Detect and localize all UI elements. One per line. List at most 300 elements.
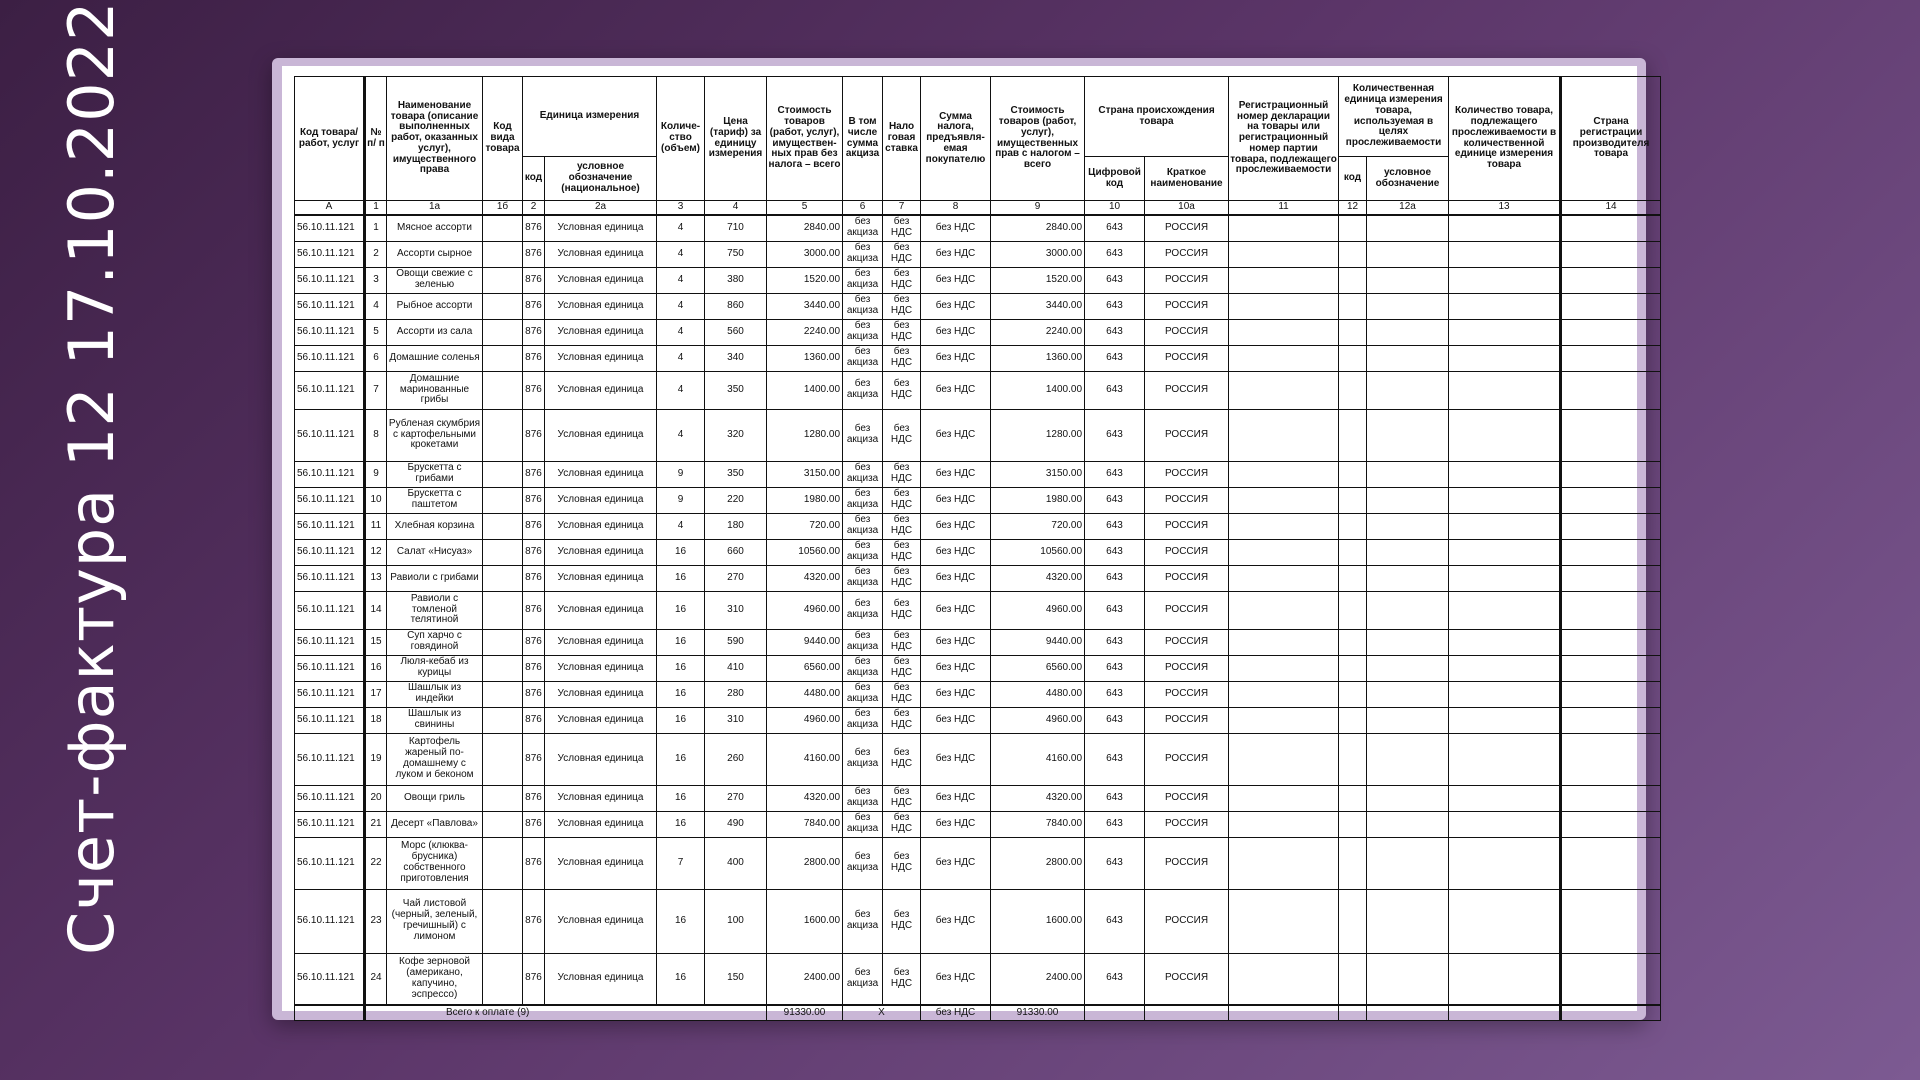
item-number: 1 xyxy=(365,215,387,241)
item-name: Ассорти сырное xyxy=(387,241,483,267)
document-frame xyxy=(272,58,1650,1020)
item-unit-name: Условная единица xyxy=(545,241,657,267)
item-unit-name: Условная единица xyxy=(545,409,657,461)
table-row xyxy=(295,371,1661,409)
item-tax-rate: без НДС xyxy=(883,215,921,241)
item-cost: 1400.00 xyxy=(767,371,843,409)
item-name: Люля-кебаб из курицы xyxy=(387,655,483,681)
item-unit-code: 876 xyxy=(523,707,545,733)
item-total: 2240.00 xyxy=(991,319,1085,345)
item-declaration xyxy=(1229,293,1339,319)
item-code: 56.10.11.121 xyxy=(295,215,365,241)
header-quantity: Количе-ство (объем) xyxy=(657,77,705,201)
item-tax-rate: без НДС xyxy=(883,345,921,371)
item-tax-amount: без НДС xyxy=(921,345,991,371)
table-row xyxy=(295,707,1661,733)
item-number: 19 xyxy=(365,733,387,785)
item-trace-name xyxy=(1367,591,1449,629)
item-excise: без акциза xyxy=(843,681,883,707)
item-trace-code xyxy=(1339,241,1367,267)
item-registration-country xyxy=(1561,539,1661,565)
item-trace-code xyxy=(1339,733,1367,785)
item-unit-code: 876 xyxy=(523,889,545,953)
item-name: Шашлык из свинины xyxy=(387,707,483,733)
item-quantity: 4 xyxy=(657,293,705,319)
table-row xyxy=(295,293,1661,319)
header-product-name: Наименование товара (описание выполненных работ, оказанных услуг), имущественного права xyxy=(387,77,483,201)
item-kind-code xyxy=(483,655,523,681)
item-country-code: 643 xyxy=(1085,811,1145,837)
table-row xyxy=(295,539,1661,565)
item-unit-code: 876 xyxy=(523,241,545,267)
item-trace-name xyxy=(1367,707,1449,733)
item-country-code: 643 xyxy=(1085,681,1145,707)
item-total: 4480.00 xyxy=(991,681,1085,707)
item-tax-amount: без НДС xyxy=(921,681,991,707)
item-country-code: 643 xyxy=(1085,565,1145,591)
item-trace-code xyxy=(1339,655,1367,681)
header-cost-without-tax: Стоимость товаров (работ, услуг), имуществен-ных прав без налога – всего xyxy=(767,77,843,201)
item-total: 2400.00 xyxy=(991,953,1085,1005)
item-tax-amount: без НДС xyxy=(921,785,991,811)
item-trace-name xyxy=(1367,487,1449,513)
item-unit-code: 876 xyxy=(523,487,545,513)
item-price: 560 xyxy=(705,319,767,345)
header-registration-country: Страна регистрации производителя товара xyxy=(1561,77,1661,201)
item-trace-quantity xyxy=(1449,487,1561,513)
item-tax-rate: без НДС xyxy=(883,293,921,319)
item-excise: без акциза xyxy=(843,953,883,1005)
item-cost: 10560.00 xyxy=(767,539,843,565)
item-registration-country xyxy=(1561,371,1661,409)
item-unit-name: Условная единица xyxy=(545,733,657,785)
header-unit: Единица измерения xyxy=(523,77,657,157)
item-number: 21 xyxy=(365,811,387,837)
item-trace-quantity xyxy=(1449,811,1561,837)
item-registration-country xyxy=(1561,215,1661,241)
item-tax-rate: без НДС xyxy=(883,837,921,889)
table-row xyxy=(295,889,1661,953)
table-row xyxy=(295,811,1661,837)
item-excise: без акциза xyxy=(843,655,883,681)
item-number: 10 xyxy=(365,487,387,513)
item-trace-code xyxy=(1339,591,1367,629)
item-code: 56.10.11.121 xyxy=(295,539,365,565)
item-tax-amount: без НДС xyxy=(921,565,991,591)
item-quantity: 9 xyxy=(657,461,705,487)
item-tax-rate: без НДС xyxy=(883,655,921,681)
item-country-name: РОССИЯ xyxy=(1145,461,1229,487)
item-tax-rate: без НДС xyxy=(883,953,921,1005)
item-price: 380 xyxy=(705,267,767,293)
item-unit-code: 876 xyxy=(523,409,545,461)
item-country-code: 643 xyxy=(1085,591,1145,629)
item-excise: без акциза xyxy=(843,539,883,565)
item-cost: 3440.00 xyxy=(767,293,843,319)
item-price: 350 xyxy=(705,461,767,487)
item-code: 56.10.11.121 xyxy=(295,681,365,707)
item-tax-amount: без НДС xyxy=(921,733,991,785)
item-total: 4960.00 xyxy=(991,591,1085,629)
item-kind-code xyxy=(483,733,523,785)
item-tax-rate: без НДС xyxy=(883,319,921,345)
item-country-name: РОССИЯ xyxy=(1145,513,1229,539)
item-country-code: 643 xyxy=(1085,539,1145,565)
item-tax-rate: без НДС xyxy=(883,487,921,513)
item-trace-quantity xyxy=(1449,293,1561,319)
item-kind-code xyxy=(483,565,523,591)
item-trace-quantity xyxy=(1449,461,1561,487)
item-country-name: РОССИЯ xyxy=(1145,409,1229,461)
item-excise: без акциза xyxy=(843,267,883,293)
column-number: 7 xyxy=(883,201,921,216)
item-country-name: РОССИЯ xyxy=(1145,681,1229,707)
item-unit-name: Условная единица xyxy=(545,889,657,953)
table-row xyxy=(295,241,1661,267)
item-trace-name xyxy=(1367,345,1449,371)
item-quantity: 16 xyxy=(657,591,705,629)
item-trace-quantity xyxy=(1449,837,1561,889)
item-code: 56.10.11.121 xyxy=(295,241,365,267)
item-cost: 1600.00 xyxy=(767,889,843,953)
item-number: 7 xyxy=(365,371,387,409)
item-tax-amount: без НДС xyxy=(921,539,991,565)
item-country-code: 643 xyxy=(1085,889,1145,953)
item-registration-country xyxy=(1561,319,1661,345)
item-unit-name: Условная единица xyxy=(545,707,657,733)
table-row xyxy=(295,785,1661,811)
item-tax-rate: без НДС xyxy=(883,461,921,487)
table-row xyxy=(295,319,1661,345)
item-price: 490 xyxy=(705,811,767,837)
item-unit-code: 876 xyxy=(523,837,545,889)
item-registration-country xyxy=(1561,811,1661,837)
item-country-code: 643 xyxy=(1085,513,1145,539)
item-code: 56.10.11.121 xyxy=(295,655,365,681)
table-row xyxy=(295,461,1661,487)
item-unit-code: 876 xyxy=(523,953,545,1005)
item-price: 220 xyxy=(705,487,767,513)
column-number: 2а xyxy=(545,201,657,216)
header-unit-code: код xyxy=(523,157,545,201)
item-total: 4320.00 xyxy=(991,565,1085,591)
total-empty-cell xyxy=(1145,1005,1229,1021)
item-tax-amount: без НДС xyxy=(921,215,991,241)
item-trace-quantity xyxy=(1449,565,1561,591)
item-kind-code xyxy=(483,953,523,1005)
header-unit-name: условное обозначение (национальное) xyxy=(545,157,657,201)
item-kind-code xyxy=(483,241,523,267)
item-kind-code xyxy=(483,371,523,409)
item-quantity: 16 xyxy=(657,785,705,811)
column-number: 5 xyxy=(767,201,843,216)
item-total: 1280.00 xyxy=(991,409,1085,461)
item-country-name: РОССИЯ xyxy=(1145,345,1229,371)
item-kind-code xyxy=(483,345,523,371)
column-number: 13 xyxy=(1449,201,1561,216)
item-trace-code xyxy=(1339,681,1367,707)
item-trace-name xyxy=(1367,889,1449,953)
item-quantity: 4 xyxy=(657,371,705,409)
item-number: 12 xyxy=(365,539,387,565)
item-unit-code: 876 xyxy=(523,539,545,565)
item-name: Ассорти из сала xyxy=(387,319,483,345)
item-cost: 2840.00 xyxy=(767,215,843,241)
item-quantity: 4 xyxy=(657,215,705,241)
header-excise: В том числе сумма акциза xyxy=(843,77,883,201)
item-trace-code xyxy=(1339,293,1367,319)
item-trace-quantity xyxy=(1449,409,1561,461)
item-number: 13 xyxy=(365,565,387,591)
item-tax-amount: без НДС xyxy=(921,461,991,487)
item-trace-quantity xyxy=(1449,539,1561,565)
item-country-code: 643 xyxy=(1085,267,1145,293)
item-trace-code xyxy=(1339,461,1367,487)
item-name: Морс (клюква-брусника) собственного приготовления xyxy=(387,837,483,889)
item-unit-code: 876 xyxy=(523,345,545,371)
item-name: Чай листовой (черный, зеленый, гречишный) с лимоном xyxy=(387,889,483,953)
item-trace-code xyxy=(1339,629,1367,655)
table-row xyxy=(295,953,1661,1005)
column-number: 1б xyxy=(483,201,523,216)
total-label: Всего к оплате (9) xyxy=(365,1005,767,1021)
item-declaration xyxy=(1229,953,1339,1005)
header-country-code: Цифровой код xyxy=(1085,157,1145,201)
item-registration-country xyxy=(1561,461,1661,487)
item-code: 56.10.11.121 xyxy=(295,953,365,1005)
item-excise: без акциза xyxy=(843,293,883,319)
item-country-name: РОССИЯ xyxy=(1145,591,1229,629)
item-trace-code xyxy=(1339,215,1367,241)
item-unit-code: 876 xyxy=(523,461,545,487)
item-country-name: РОССИЯ xyxy=(1145,293,1229,319)
header-product-code: Код товара/ работ, услуг xyxy=(295,77,365,201)
total-empty-cell xyxy=(1085,1005,1145,1021)
item-tax-amount: без НДС xyxy=(921,241,991,267)
item-tax-amount: без НДС xyxy=(921,371,991,409)
item-unit-code: 876 xyxy=(523,681,545,707)
item-cost: 1980.00 xyxy=(767,487,843,513)
item-kind-code xyxy=(483,487,523,513)
item-quantity: 16 xyxy=(657,629,705,655)
item-price: 310 xyxy=(705,591,767,629)
item-number: 18 xyxy=(365,707,387,733)
item-quantity: 4 xyxy=(657,513,705,539)
item-code: 56.10.11.121 xyxy=(295,629,365,655)
item-tax-rate: без НДС xyxy=(883,785,921,811)
item-kind-code xyxy=(483,629,523,655)
item-declaration xyxy=(1229,267,1339,293)
item-tax-amount: без НДС xyxy=(921,629,991,655)
column-number: 1а xyxy=(387,201,483,216)
item-trace-code xyxy=(1339,707,1367,733)
item-unit-code: 876 xyxy=(523,733,545,785)
item-code: 56.10.11.121 xyxy=(295,267,365,293)
item-kind-code xyxy=(483,837,523,889)
item-kind-code xyxy=(483,293,523,319)
item-trace-code xyxy=(1339,267,1367,293)
item-name: Равиоли с грибами xyxy=(387,565,483,591)
column-number: 6 xyxy=(843,201,883,216)
item-quantity: 4 xyxy=(657,319,705,345)
item-registration-country xyxy=(1561,837,1661,889)
header-country-name: Краткое наименование xyxy=(1145,157,1229,201)
item-trace-quantity xyxy=(1449,319,1561,345)
item-country-name: РОССИЯ xyxy=(1145,371,1229,409)
item-price: 180 xyxy=(705,513,767,539)
item-unit-name: Условная единица xyxy=(545,785,657,811)
item-country-name: РОССИЯ xyxy=(1145,733,1229,785)
item-registration-country xyxy=(1561,487,1661,513)
item-registration-country xyxy=(1561,565,1661,591)
total-empty-cell xyxy=(1561,1005,1661,1021)
item-name: Брускетта с паштетом xyxy=(387,487,483,513)
item-cost: 4320.00 xyxy=(767,785,843,811)
item-trace-code xyxy=(1339,811,1367,837)
item-tax-rate: без НДС xyxy=(883,409,921,461)
item-unit-code: 876 xyxy=(523,655,545,681)
total-row xyxy=(295,1005,1661,1021)
column-number: 1 xyxy=(365,201,387,216)
item-trace-quantity xyxy=(1449,241,1561,267)
item-registration-country xyxy=(1561,345,1661,371)
item-number: 2 xyxy=(365,241,387,267)
item-total: 3150.00 xyxy=(991,461,1085,487)
item-name: Домашние маринованные грибы xyxy=(387,371,483,409)
item-unit-code: 876 xyxy=(523,591,545,629)
item-name: Салат «Нисуаз» xyxy=(387,539,483,565)
item-code: 56.10.11.121 xyxy=(295,565,365,591)
item-unit-name: Условная единица xyxy=(545,513,657,539)
item-code: 56.10.11.121 xyxy=(295,889,365,953)
item-total: 3000.00 xyxy=(991,241,1085,267)
item-total: 3440.00 xyxy=(991,293,1085,319)
item-trace-name xyxy=(1367,293,1449,319)
table-row xyxy=(295,591,1661,629)
item-declaration xyxy=(1229,837,1339,889)
item-country-name: РОССИЯ xyxy=(1145,655,1229,681)
item-declaration xyxy=(1229,539,1339,565)
header-tax-amount: Сумма налога, предъявля-емая покупателю xyxy=(921,77,991,201)
table-row xyxy=(295,565,1661,591)
item-declaration xyxy=(1229,591,1339,629)
item-trace-quantity xyxy=(1449,953,1561,1005)
item-country-code: 643 xyxy=(1085,409,1145,461)
item-price: 590 xyxy=(705,629,767,655)
item-declaration xyxy=(1229,785,1339,811)
item-price: 710 xyxy=(705,215,767,241)
item-code: 56.10.11.121 xyxy=(295,785,365,811)
item-registration-country xyxy=(1561,953,1661,1005)
item-unit-name: Условная единица xyxy=(545,565,657,591)
item-trace-name xyxy=(1367,811,1449,837)
item-unit-code: 876 xyxy=(523,565,545,591)
item-excise: без акциза xyxy=(843,837,883,889)
item-code: 56.10.11.121 xyxy=(295,837,365,889)
item-trace-name xyxy=(1367,461,1449,487)
item-tax-rate: без НДС xyxy=(883,733,921,785)
item-cost: 720.00 xyxy=(767,513,843,539)
item-name: Мясное ассорти xyxy=(387,215,483,241)
item-number: 14 xyxy=(365,591,387,629)
item-cost: 4960.00 xyxy=(767,591,843,629)
item-price: 260 xyxy=(705,733,767,785)
table-row xyxy=(295,733,1661,785)
item-excise: без акциза xyxy=(843,591,883,629)
item-tax-rate: без НДС xyxy=(883,513,921,539)
table-row xyxy=(295,513,1661,539)
invoice-table xyxy=(294,76,1661,1021)
item-country-name: РОССИЯ xyxy=(1145,953,1229,1005)
item-total: 720.00 xyxy=(991,513,1085,539)
item-excise: без акциза xyxy=(843,513,883,539)
item-unit-name: Условная единица xyxy=(545,591,657,629)
item-country-name: РОССИЯ xyxy=(1145,889,1229,953)
item-tax-rate: без НДС xyxy=(883,565,921,591)
item-quantity: 16 xyxy=(657,655,705,681)
item-country-name: РОССИЯ xyxy=(1145,539,1229,565)
item-country-code: 643 xyxy=(1085,293,1145,319)
item-trace-name xyxy=(1367,513,1449,539)
item-price: 660 xyxy=(705,539,767,565)
item-total: 4160.00 xyxy=(991,733,1085,785)
table-row xyxy=(295,487,1661,513)
item-declaration xyxy=(1229,345,1339,371)
item-price: 310 xyxy=(705,707,767,733)
item-excise: без акциза xyxy=(843,461,883,487)
total-tax: без НДС xyxy=(921,1005,991,1021)
item-country-code: 643 xyxy=(1085,345,1145,371)
item-country-name: РОССИЯ xyxy=(1145,319,1229,345)
item-trace-code xyxy=(1339,487,1367,513)
invoice-document xyxy=(282,66,1650,1018)
item-registration-country xyxy=(1561,889,1661,953)
item-total: 4960.00 xyxy=(991,707,1085,733)
item-country-name: РОССИЯ xyxy=(1145,629,1229,655)
item-name: Десерт «Павлова» xyxy=(387,811,483,837)
header-trace-quantity: Количество товара, подлежащего прослеживаемости в количественной единице измерения товара xyxy=(1449,77,1561,201)
item-tax-amount: без НДС xyxy=(921,267,991,293)
item-quantity: 16 xyxy=(657,539,705,565)
total-empty-cell xyxy=(1229,1005,1339,1021)
item-excise: без акциза xyxy=(843,345,883,371)
item-excise: без акциза xyxy=(843,487,883,513)
item-tax-amount: без НДС xyxy=(921,409,991,461)
item-number: 5 xyxy=(365,319,387,345)
item-kind-code xyxy=(483,889,523,953)
item-trace-code xyxy=(1339,319,1367,345)
item-code: 56.10.11.121 xyxy=(295,487,365,513)
item-trace-quantity xyxy=(1449,785,1561,811)
item-price: 280 xyxy=(705,681,767,707)
item-number: 6 xyxy=(365,345,387,371)
item-code: 56.10.11.121 xyxy=(295,319,365,345)
item-cost: 4320.00 xyxy=(767,565,843,591)
item-trace-name xyxy=(1367,629,1449,655)
item-trace-quantity xyxy=(1449,215,1561,241)
item-unit-name: Условная единица xyxy=(545,293,657,319)
item-name: Шашлык из индейки xyxy=(387,681,483,707)
item-registration-country xyxy=(1561,267,1661,293)
item-price: 270 xyxy=(705,565,767,591)
invoice-rows xyxy=(295,215,1661,1005)
item-name: Овощи гриль xyxy=(387,785,483,811)
item-declaration xyxy=(1229,655,1339,681)
item-excise: без акциза xyxy=(843,319,883,345)
table-row xyxy=(295,409,1661,461)
item-total: 10560.00 xyxy=(991,539,1085,565)
item-quantity: 16 xyxy=(657,733,705,785)
